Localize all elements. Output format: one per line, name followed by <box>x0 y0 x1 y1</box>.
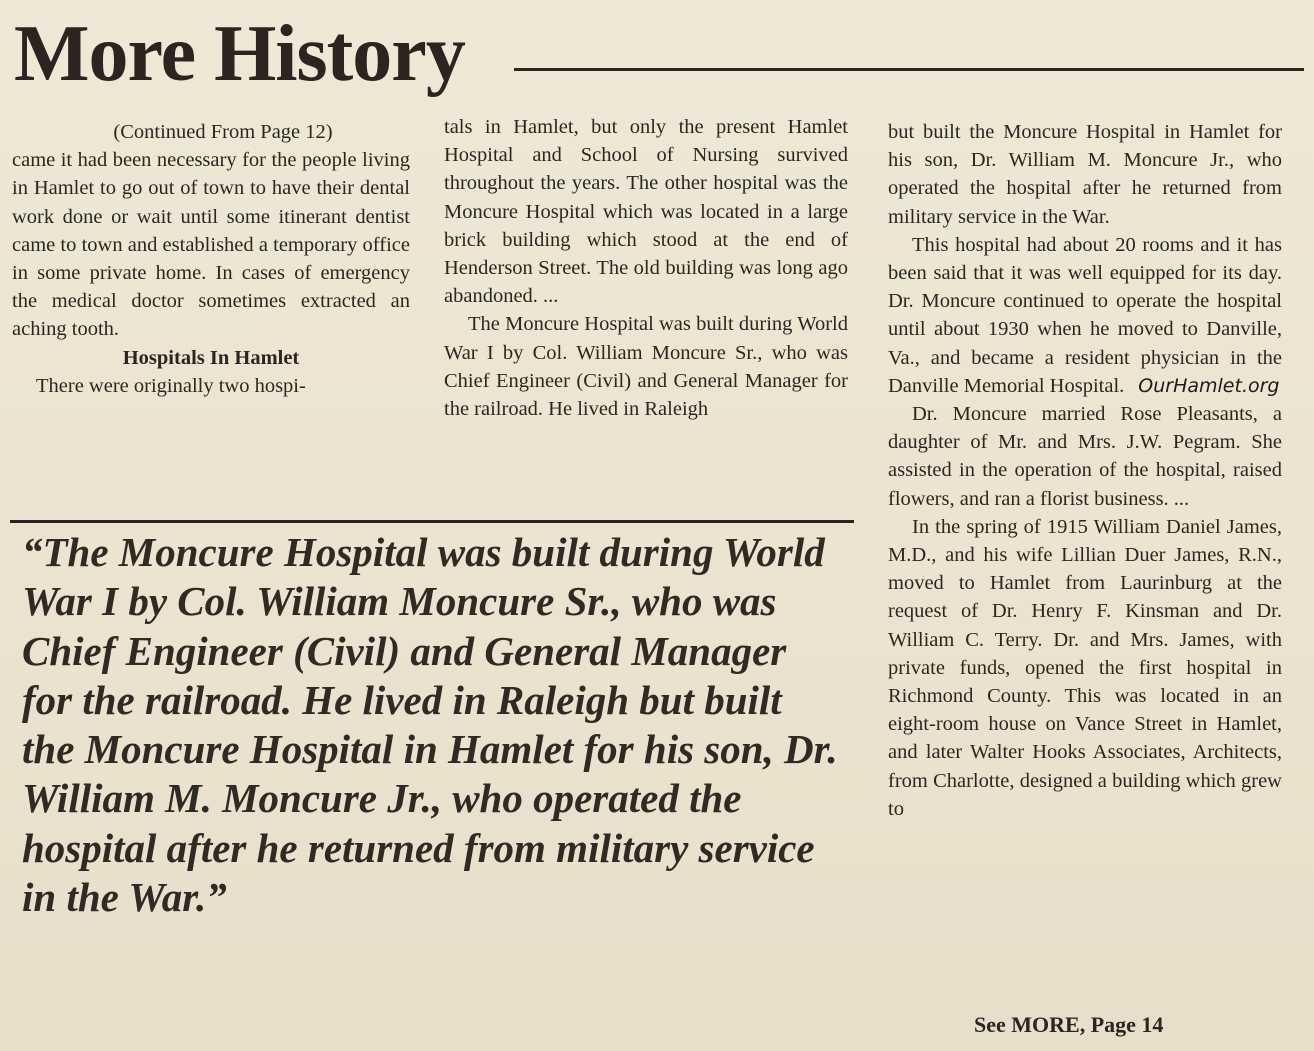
site-watermark: OurHamlet.org <box>1138 374 1280 397</box>
pull-quote: “The Moncure Hospital was built during World War I by Col. William Moncure Sr., who was Chief Engineer (Civil) and General Manager for the railroad. He lived in Raleigh but built the Moncure Hospital in Hamlet for his son, Dr. William M. Moncure Jr., who operated the hospital after he returned from military service in the War.” <box>22 529 838 921</box>
column-1 <box>12 118 410 400</box>
column-1-paragraph-2: There were originally two hospi- <box>36 374 306 397</box>
column-3-paragraph-2 <box>888 231 1282 400</box>
pull-quote-rule <box>10 520 854 523</box>
subhead-hospitals: Hospitals In Hamlet <box>122 346 300 369</box>
continued-notice: (Continued From Page 12) <box>113 121 333 143</box>
masthead-rule <box>514 68 1304 71</box>
column-2-paragraph-2: The Moncure Hospital was built during World War I by Col. William Moncure Sr., who was Chief Engineer (Civil) and General Manager for the railroad. He lived in Raleigh <box>444 313 848 421</box>
page-title: More History <box>14 10 465 98</box>
column-3 <box>888 118 1282 823</box>
column-2 <box>444 113 848 423</box>
masthead <box>14 10 1304 98</box>
column-1-paragraph-1: came it had been necessary for the people living in Hamlet to go out of town to have their dental work done or wait until some itinerant dentist came to town and established a temporary office in some private home. In cases of emergency the medical doctor sometimes extracted an aching tooth. <box>12 149 410 341</box>
column-3-paragraph-2-text: This hospital had about 20 rooms and it has been said that it was well equipped for its day. Dr. Moncure continued to operate the hospital until about 1930 when he moved to Danville, Va., and became a resident physician in the Danville Memorial Hospital. <box>888 233 1282 397</box>
column-2-paragraph-1: tals in Hamlet, but only the present Hamlet Hospital and School of Nursing survived throughout the years. The other hospital was the Moncure Hospital which was located in a large brick building which stood at the end of Henderson Street. The old building was long ago abandoned. ... <box>444 116 848 308</box>
column-3-paragraph-3: Dr. Moncure married Rose Pleasants, a daughter of Mr. and Mrs. J.W. Pegram. She assisted in the operation of the hospital, raised flowers, and ran a florist business. ... <box>888 403 1282 510</box>
continuation-notice: See MORE, Page 14 <box>974 1012 1164 1037</box>
column-3-paragraph-1: but built the Moncure Hospital in Hamlet for his son, Dr. William M. Moncure Jr., who operated the hospital after he returned from military service in the War. <box>888 121 1282 228</box>
column-3-paragraph-4: In the spring of 1915 William Daniel James, M.D., and his wife Lillian Duer James, R.N., moved to Hamlet from Laurinburg at the request of Dr. Henry F. Kinsman and Dr. William C. Terry. Dr. and Mrs. James, with private funds, opened the first hospital in Richmond County. This was located in an eight-room house on Vance Street in Hamlet, and later Walter Hooks Associates, Architects, from Charlotte, designed a building which grew to <box>888 515 1282 820</box>
